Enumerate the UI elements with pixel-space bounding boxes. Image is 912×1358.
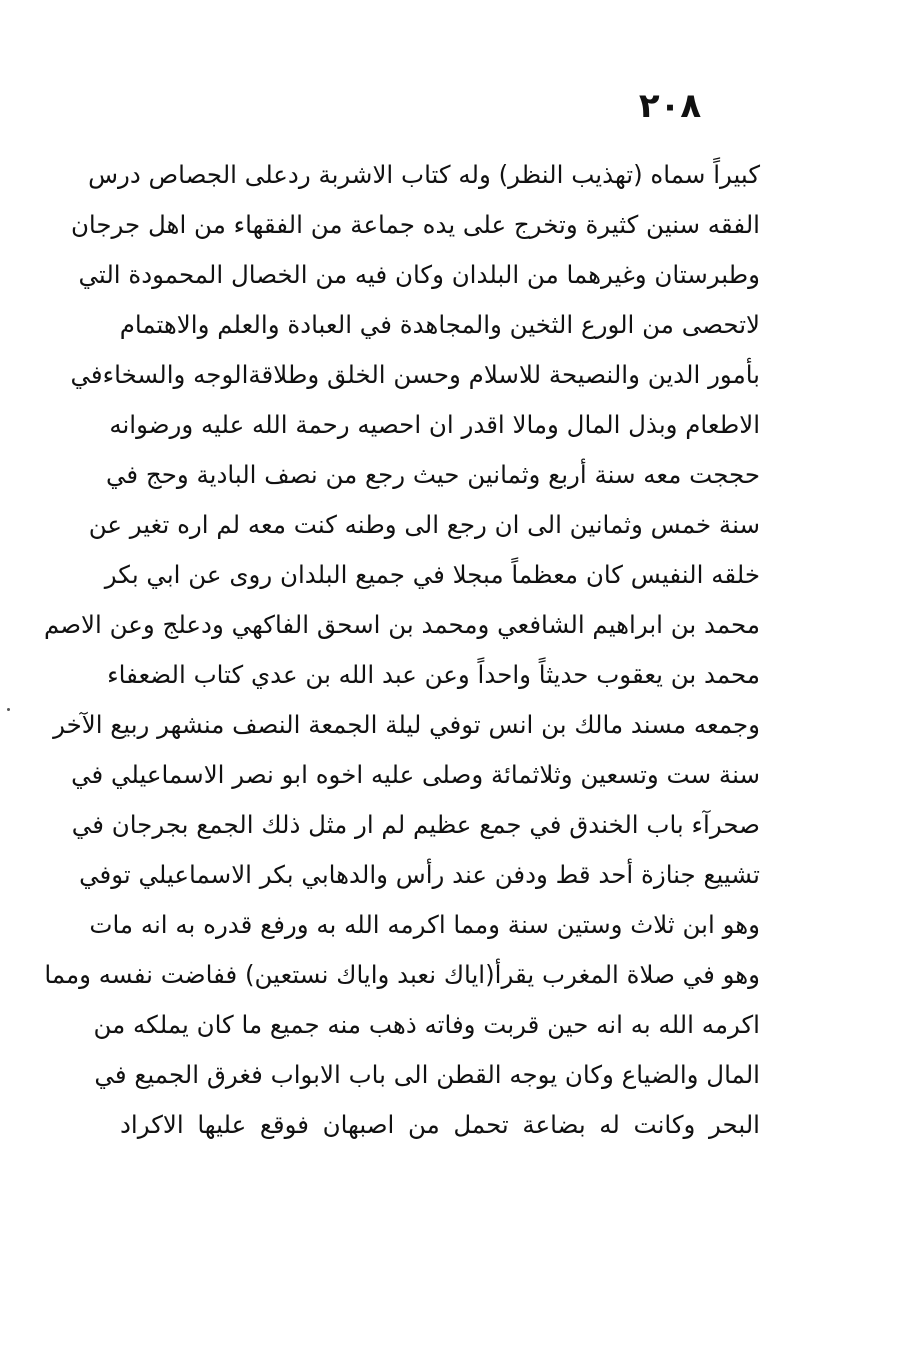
text-line: سنة خمس وثمانين الى ان رجع الى وطنه كنت معه لم اره تغير عن xyxy=(88,510,760,539)
text-line: اكرمه الله به انه حين قربت وفاته ذهب منه جميع ما كان يملكه من xyxy=(93,1010,760,1039)
text-line: حججت معه سنة أربع وثمانين حيث رجع من نصف البادية وحج في xyxy=(106,460,760,489)
text-line: خلقه النفيس كان معظماً مبجلا في جميع البلدان روى عن ابي بكر xyxy=(104,560,760,589)
text-line: وهو ابن ثلاث وستين سنة ومما اكرمه الله به ورفع قدره به انه مات xyxy=(89,910,760,939)
text-line: كبيراً سماه (تهذيب النظر) وله كتاب الاشربة ردعلى الجصاص درس xyxy=(88,160,760,189)
body-text xyxy=(43,150,760,1150)
page-number: ٢٠٨ xyxy=(638,86,702,126)
text-line: الاطعام وبذل المال ومالا اقدر ان احصيه رحمة الله عليه ورضوانه xyxy=(109,410,760,439)
text-line: صحرآء باب الخندق في جمع عظيم لم ار مثل ذلك الجمع بجرجان في xyxy=(71,810,760,839)
text-line: وهو في صلاة المغرب يقرأ(اياك نعبد واياك نستعين) ففاضت نفسه ومما xyxy=(44,960,760,989)
text-line: محمد بن ابراهيم الشافعي ومحمد بن اسحق الفاكهي ودعلج وعن الاصم xyxy=(43,610,760,639)
text-line: تشييع جنازة أحد قط ودفن عند رأس والدهابي بكر الاسماعيلي توفي xyxy=(79,860,760,889)
text-line: وجمعه مسند مالك بن انس توفي ليلة الجمعة النصف منشهر ربيع الآخر xyxy=(53,710,760,739)
text-line: وطبرستان وغيرهما من البلدان وكان فيه من الخصال المحمودة التي xyxy=(78,260,760,289)
text-line: لاتحصى من الورع الثخين والمجاهدة في العبادة والعلم والاهتمام xyxy=(119,310,760,339)
text-line: محمد بن يعقوب حديثاً واحداً وعن عبد الله بن عدي كتاب الضعفاء xyxy=(107,660,760,689)
text-line: سنة ست وتسعين وثلاثمائة وصلى عليه اخوه ابو نصر الاسماعيلي في xyxy=(71,760,760,789)
text-line: البحر وكانت له بضاعة تحمل من اصبهان فوقع عليها الاكراد xyxy=(120,1110,760,1139)
text-line: بأمور الدين والنصيحة للاسلام وحسن الخلق وطلاقةالوجه والسخاءفي xyxy=(70,360,760,389)
text-line: المال والضياع وكان يوجه القطن الى باب الابواب فغرق الجميع في xyxy=(94,1060,760,1089)
margin-speck xyxy=(7,708,10,711)
text-line: الفقه سنين كثيرة وتخرج على يده جماعة من الفقهاء من اهل جرجان xyxy=(70,210,760,239)
